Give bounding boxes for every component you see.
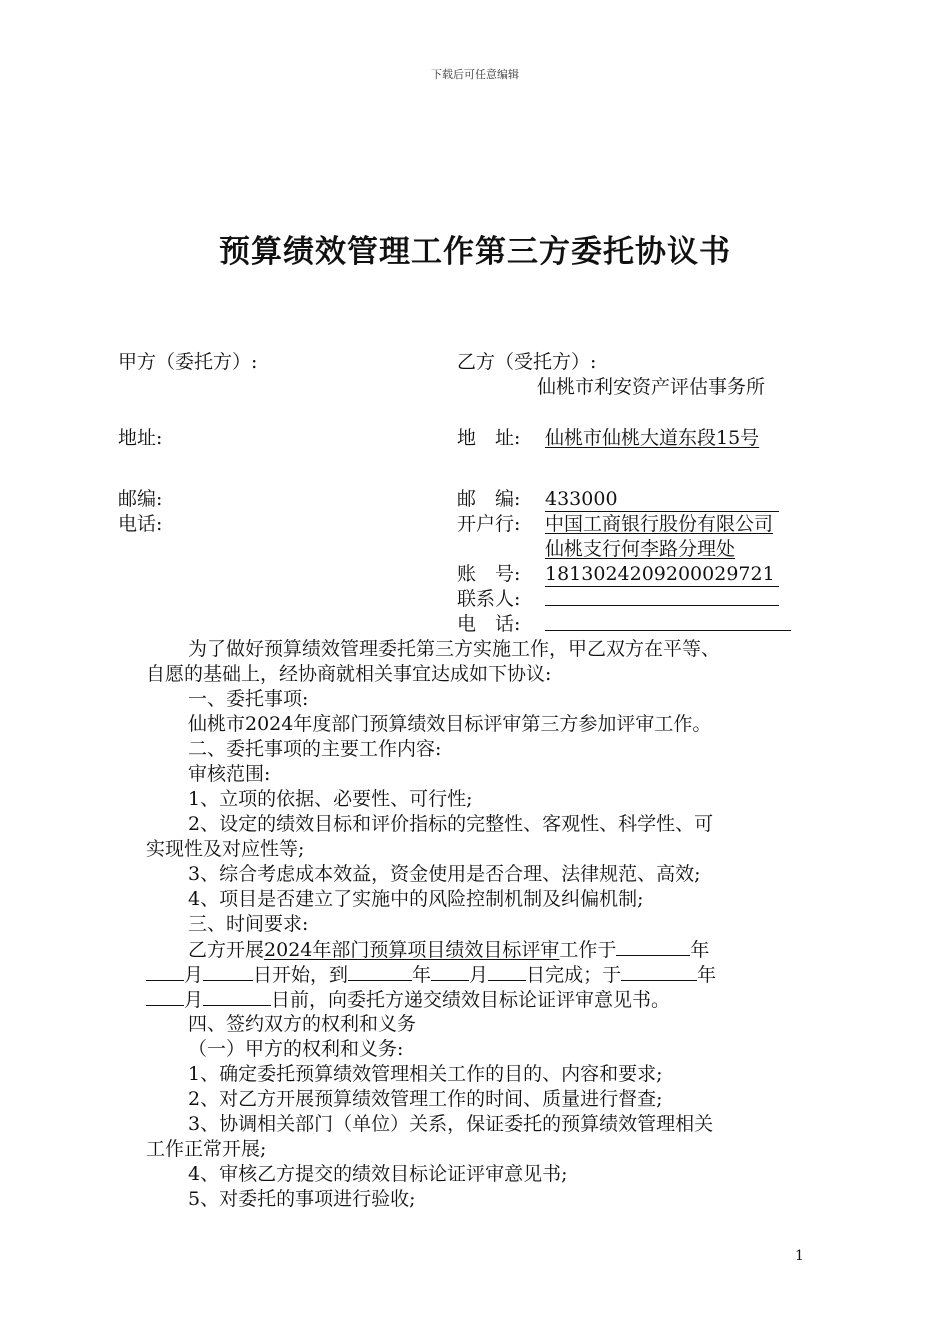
section-3-line3	[146, 987, 670, 1012]
party-b-postcode: 433000	[545, 487, 779, 512]
party-b-name: 仙桃市利安资产评估事务所	[537, 376, 766, 398]
section-4-heading: 四、签约双方的权利和义务	[188, 1013, 417, 1035]
month-label-3: 月	[184, 989, 204, 1011]
section-3-heading: 三、时间要求:	[188, 913, 309, 935]
section-4-item-5: 5、对委托的事项进行验收;	[188, 1188, 416, 1210]
page-number: 1	[795, 1248, 804, 1264]
section-1-text: 仙桃市2024年度部门预算绩效目标评审第三方参加评审工作。	[188, 713, 712, 735]
header-note: 下载后可任意编辑	[431, 68, 519, 81]
party-b-bank-label: 开户行:	[457, 513, 521, 535]
section-3-line1-start: 乙方开展	[188, 939, 265, 961]
blank-day-submit	[203, 987, 271, 1006]
party-a-label: 甲方（委托方）:	[118, 351, 258, 373]
section-3-line2	[146, 962, 716, 987]
section-4-item-4: 4、审核乙方提交的绩效目标论证评审意见书;	[188, 1163, 568, 1185]
section-3-line1-mid: 工作于	[559, 939, 617, 961]
party-b-postcode-label: 邮 编:	[457, 488, 521, 510]
section-4-item-3-line2: 工作正常开展;	[146, 1138, 267, 1160]
section-4-subheading-1: （一）甲方的权利和义务:	[188, 1038, 404, 1060]
section-2-scope: 审核范围:	[188, 763, 271, 785]
section-2-item-2-line2: 实现性及对应性等;	[146, 838, 305, 860]
party-b-contact-label: 联系人:	[457, 588, 521, 610]
section-1-heading: 一、委托事项:	[188, 688, 309, 710]
section-3-line1	[188, 937, 709, 962]
day-done-label: 日完成；于	[526, 964, 622, 986]
blank-month-submit	[146, 987, 184, 1006]
section-3-line3-end: 日前，向委托方递交绩效目标论证评审意见书。	[271, 989, 671, 1011]
blank-year-start	[616, 937, 690, 956]
section-2-heading: 二、委托事项的主要工作内容:	[188, 738, 442, 760]
party-b-address-label: 地 址:	[457, 427, 521, 449]
section-4-item-3-line1: 3、协调相关部门（单位）关系，保证委托的预算绩效管理相关	[188, 1113, 714, 1135]
blank-month-start	[146, 962, 184, 981]
blank-year-done	[348, 962, 412, 981]
section-2-item-4: 4、项目是否建立了实施中的风险控制机制及纠偏机制;	[188, 888, 644, 910]
party-b-account: 181302420920002972​1	[545, 562, 779, 587]
year-label-2: 年	[412, 964, 432, 986]
intro-paragraph-line1: 为了做好预算绩效管理委托第三方实施工作，甲乙双方在平等、	[188, 638, 721, 660]
section-2-item-2-line1: 2、设定的绩效目标和评价指标的完整性、客观性、科学性、可	[188, 813, 714, 835]
party-b-bank-line2: 仙桃支行何李路分理处	[545, 538, 736, 560]
party-a-postcode-label: 邮编:	[118, 488, 163, 510]
section-2-item-3: 3、综合考虑成本效益，资金使用是否合理、法律规范、高效;	[188, 863, 701, 885]
section-2-item-1: 1、立项的依据、必要性、可行性;	[188, 788, 473, 810]
year-label-3: 年	[697, 964, 717, 986]
party-b-phone-label: 电 话:	[457, 613, 521, 635]
month-label-2: 月	[469, 964, 489, 986]
intro-paragraph-line2: 自愿的基础上，经协商就相关事宜达成如下协议:	[146, 663, 552, 685]
year-label-1: 年	[690, 939, 710, 961]
party-b-bank-line1: 中国工商银行股份有限公司	[545, 513, 774, 535]
party-b-contact-blank	[545, 587, 779, 606]
party-b-account-label: 账 号:	[457, 563, 521, 585]
blank-month-done	[431, 962, 469, 981]
section-4-item-1: 1、确定委托预算绩效管理相关工作的目的、内容和要求;	[188, 1063, 663, 1085]
party-a-address-label: 地址:	[118, 427, 163, 449]
blank-year-submit	[621, 962, 697, 981]
section-3-project-name: 2024年部门预算项目绩效目标评审	[264, 939, 560, 961]
document-title: 预算绩效管理工作第三方委托协议书	[219, 234, 731, 270]
party-a-phone-label: 电话:	[118, 513, 163, 535]
blank-day-done	[488, 962, 526, 981]
day-start-label: 日开始，到	[253, 964, 349, 986]
party-b-phone-blank	[545, 612, 791, 631]
blank-day-start	[203, 962, 253, 981]
party-b-address: 仙桃市仙桃大道东段15号	[545, 427, 760, 449]
month-label-1: 月	[184, 964, 204, 986]
party-b-label: 乙方（受托方）:	[457, 351, 597, 373]
section-4-item-2: 2、对乙方开展预算绩效管理工作的时间、质量进行督查;	[188, 1088, 663, 1110]
